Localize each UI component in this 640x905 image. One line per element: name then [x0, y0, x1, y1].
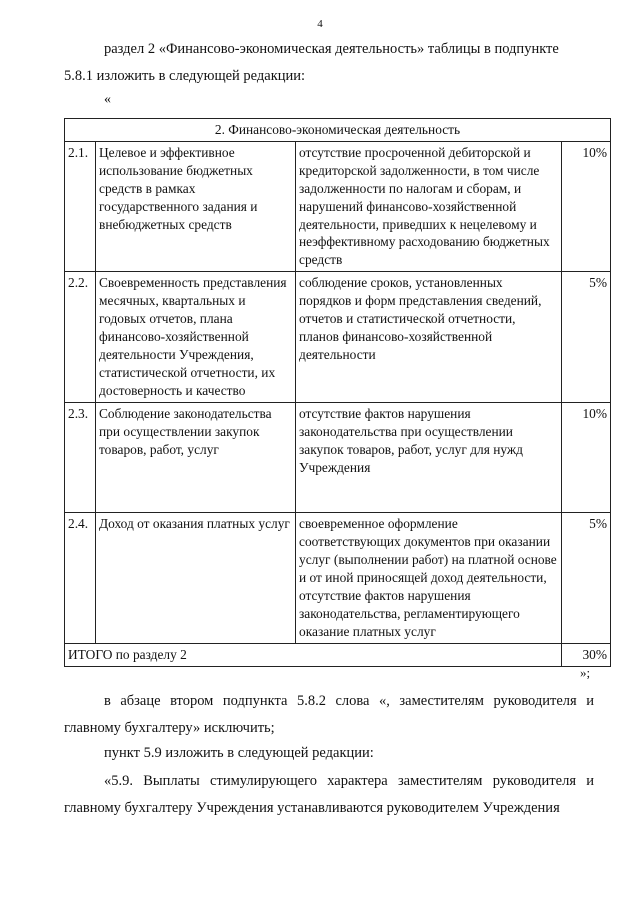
total-percent: 30% — [562, 643, 611, 666]
page-number: 4 — [317, 18, 323, 30]
row-number: 2.1. — [65, 141, 96, 271]
row-condition: своевременное оформление соответствующих документов при оказании услуг (выполнении работ) на платной основе и от иной приносящей доход деятельности, отсутствие фактов нарушения законодательства, регламентирующего оказание платных услуг — [296, 513, 562, 643]
table-row — [65, 513, 611, 643]
row-percent: 5% — [562, 513, 611, 643]
paragraph-3: «5.9. Выплаты стимулирующего характера заместителям руководителя и главному бухгалтеру Учреждения устанавливаются руководителем Учреждения — [64, 773, 594, 816]
table-row — [65, 272, 611, 403]
intro-line-1: раздел 2 «Финансово-экономическая деятельность» таблицы в подпункте — [104, 41, 559, 57]
total-label: ИТОГО по разделу 2 — [65, 643, 562, 666]
row-percent: 5% — [562, 272, 611, 403]
row-condition: соблюдение сроков, установленных порядков и форм представления сведений, отчетов и статистической отчетности, планов финансово-хозяйственной деятельности — [296, 272, 562, 403]
table-header-row — [65, 119, 611, 142]
financial-activity-table — [64, 118, 611, 667]
intro-line-2: 5.8.1 изложить в следующей редакции: — [64, 68, 306, 84]
table-row — [65, 141, 611, 271]
row-number: 2.2. — [65, 272, 96, 403]
row-number: 2.3. — [65, 403, 96, 513]
row-criterion: Своевременность представления месячных, квартальных и годовых отчетов, плана финансово-хозяйственной деятельности Учреждения, статистической отчетности, их достоверность и качество — [96, 272, 296, 403]
row-percent: 10% — [562, 141, 611, 271]
row-condition: отсутствие фактов нарушения законодательства при осуществлении закупок товаров, работ, услуг для нужд Учреждения — [296, 403, 562, 513]
row-condition: отсутствие просроченной дебиторской и кредиторской задолженности, в том числе задолженности по налогам и сборам, и нарушений финансово-хозяйственной деятельности, приведших к нецелевому и неэффективному расходованию бюджетных средств — [296, 141, 562, 271]
row-criterion: Соблюдение законодательства при осуществлении закупок товаров, работ, услуг — [96, 403, 296, 513]
row-criterion: Целевое и эффективное использование бюджетных средств в рамках государственного задания и внебюджетных средств — [96, 141, 296, 271]
row-criterion: Доход от оказания платных услуг — [96, 513, 296, 643]
open-quote: « — [104, 92, 111, 107]
table-row — [65, 403, 611, 513]
paragraph-2: пункт 5.9 изложить в следующей редакции: — [104, 745, 374, 761]
row-percent: 10% — [562, 403, 611, 513]
total-row — [65, 643, 611, 666]
close-quote: »; — [580, 665, 591, 680]
paragraph-1: в абзаце втором подпункта 5.8.2 слова «, заместителям руководителя и главному бухгалтеру» исключить; — [64, 693, 594, 736]
row-number: 2.4. — [65, 513, 96, 643]
table-header: 2. Финансово-экономическая деятельность — [65, 119, 611, 142]
